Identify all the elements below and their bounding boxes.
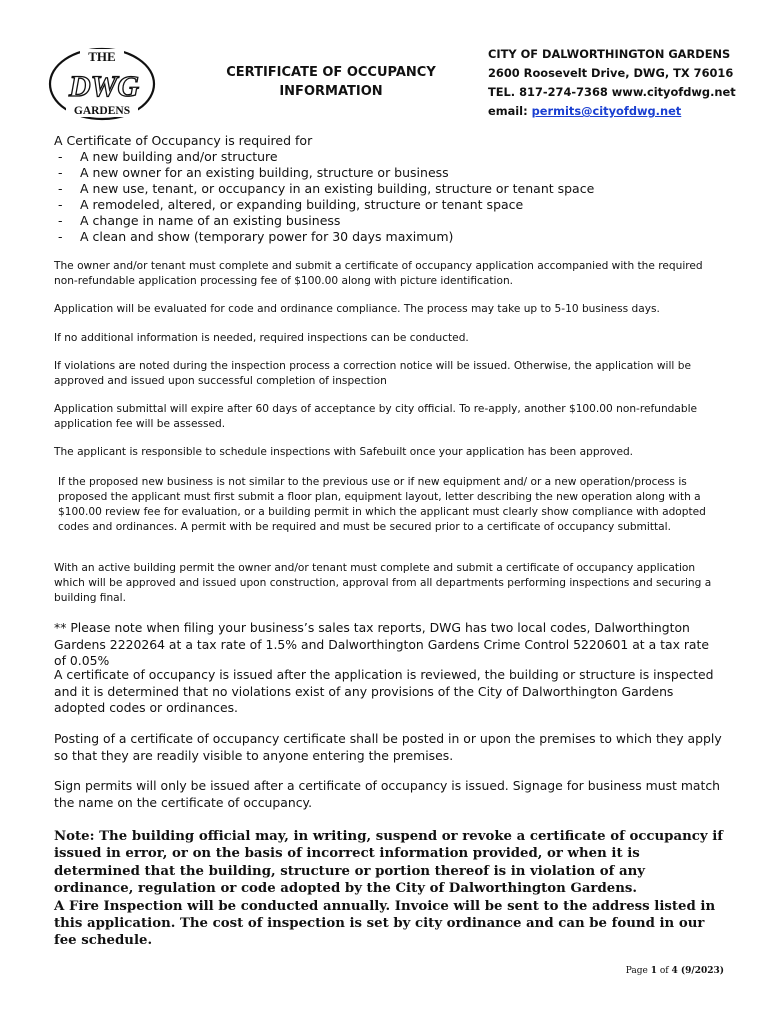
- paragraph-new-business: If the proposed new business is not similar to the previous use or if new equipment and/ or a new operation/process is proposed the applicant must first submit a floor plan, equipment layout, letter describing the new operation along with a $100.00 review fee for evaluation, or a building permit in which the applicant must clearly show compliance with adopted codes and ordinances. A permit with be required and must be secured prior to a certificate of occupancy submittal.: [58, 476, 706, 533]
- contact-block: [488, 45, 736, 121]
- paragraph-safebuilt: The applicant is responsible to schedule inspections with Safebuilt once your application has been approved.: [54, 446, 634, 458]
- page-label: Page: [625, 966, 651, 976]
- revision-date: (9/2023): [677, 966, 724, 976]
- city-email-line: [488, 102, 736, 121]
- page-number: 1: [650, 966, 657, 976]
- paragraph-application: The owner and/or tenant must complete and submit a certificate of occupancy application accompanied with the required non-refundable application processing fee of $100.00 along with picture identification.: [54, 260, 703, 287]
- requirements-heading: A Certificate of Occupancy is required for: [54, 133, 313, 148]
- list-item: - A new owner for an existing building, structure or business: [54, 165, 734, 181]
- list-item: - A change in name of an existing business: [54, 213, 734, 229]
- page-of: of: [657, 966, 672, 976]
- official-note: [54, 828, 724, 950]
- paragraph-inspections: If no additional information is needed, required inspections can be conducted.: [54, 332, 469, 344]
- note-revocation: Note: The building official may, in writing, suspend or revoke a certificate of occupancy if issued in error, or on the basis of incorrect information provided, or when it is determined that the building, structure or portion thereof is in violation of any ordinance, regulation or code adopted by the City of Dalworthington Gardens.: [54, 829, 723, 897]
- page-footer: [626, 966, 724, 976]
- list-item: - A clean and show (temporary power for 30 days maximum): [54, 229, 734, 245]
- city-logo: [48, 47, 156, 121]
- list-item: - A new use, tenant, or occupancy in an existing building, structure or tenant space: [54, 181, 734, 197]
- paragraph-active-permit: With an active building permit the owner and/or tenant must complete and submit a certificate of occupancy application which will be approved and issued upon construction, approval from all departments performing inspections and securing a building final.: [54, 562, 712, 604]
- logo-middle-text: DWG: [68, 70, 140, 103]
- list-item: - A new building and/or structure: [54, 149, 734, 165]
- city-name: CITY OF DALWORTHINGTON GARDENS: [488, 47, 731, 61]
- page-total: 4: [671, 966, 678, 976]
- paragraph-posting: Posting of a certificate of occupancy certificate shall be posted in or upon the premises to which they apply so that they are readily visible to anyone entering the premises.: [54, 731, 722, 763]
- document-title: [200, 63, 462, 101]
- logo-bottom-text: GARDENS: [73, 105, 131, 117]
- city-address: 2600 Roosevelt Drive, DWG, TX 76016: [488, 66, 734, 80]
- city-phone-web: TEL. 817-274-7368 www.cityofdwg.net: [488, 85, 736, 99]
- paragraph-evaluation: Application will be evaluated for code and ordinance compliance. The process may take up to 5-10 business days.: [54, 303, 660, 315]
- email-link[interactable]: permits@cityofdwg.net: [531, 104, 682, 118]
- paragraph-sign-permits: Sign permits will only be issued after a certificate of occupancy is issued. Signage for business must match the name on the certificate of occupancy.: [54, 778, 721, 810]
- title-line-2: INFORMATION: [279, 84, 383, 99]
- email-label: email:: [488, 104, 532, 118]
- list-item: - A remodeled, altered, or expanding building, structure or tenant space: [54, 197, 734, 213]
- paragraph-violations: If violations are noted during the inspection process a correction notice will be issued. Otherwise, the application will be approved and issued upon successful completion of inspection: [54, 360, 691, 387]
- paragraph-issuance: A certificate of occupancy is issued after the application is reviewed, the building or structure is inspected and it is determined that no violations exist of any provisions of the City of Dalworthington Gardens adopted codes or ordinances.: [54, 667, 714, 715]
- requirements-list: [54, 149, 734, 245]
- requirements-section: [54, 133, 734, 245]
- dwg-gardens-logo: [48, 47, 156, 121]
- paragraph-expiration: Application submittal will expire after 60 days of acceptance by city official. To re-apply, another $100.00 non-refundable application fee will be assessed.: [54, 403, 698, 430]
- paragraph-sales-tax: ** Please note when filing your business’s sales tax reports, DWG has two local codes, Dalworthington Gardens 2220264 at a tax rate of 1.5% and Dalworthington Gardens Crime Control 5220601 at a tax rate of 0.05%: [54, 620, 710, 668]
- note-fire-inspection: A Fire Inspection will be conducted annually. Invoice will be sent to the address listed in this application. The cost of inspection is set by city ordinance and can be found in our fee schedule.: [54, 898, 716, 949]
- title-line-1: CERTIFICATE OF OCCUPANCY: [226, 65, 436, 80]
- logo-top-text: THE: [88, 49, 116, 64]
